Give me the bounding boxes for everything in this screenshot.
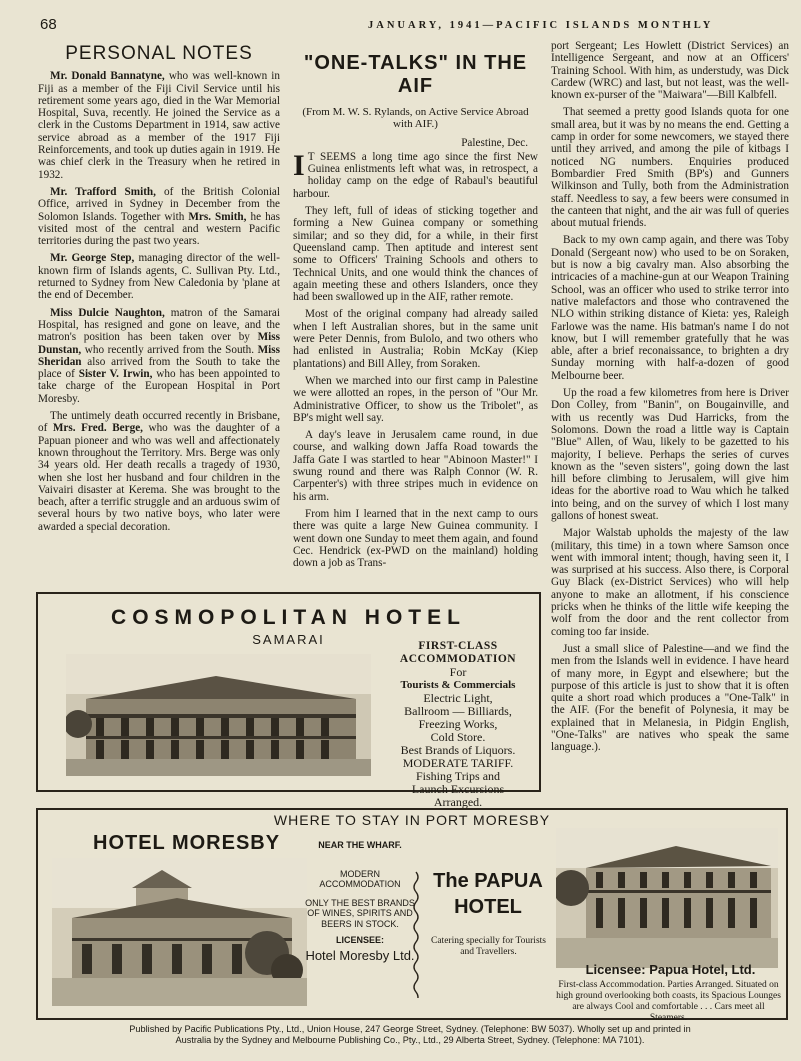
article-byline: (From M. W. S. Rylands, on Active Service Abroad with AIF.) (302, 106, 529, 131)
article-paragraph: Most of the original company had already sailed when I left Australian shores, but in the same unit were Peter Dennis, from Bulolo, and two others who had enlisted in Australia; Robin McKay (Kiep plantations) and Bill Alley, from Soraken. (293, 308, 538, 370)
publisher-footer (40, 1024, 780, 1046)
cosmopolitan-location: SAMARAI (252, 632, 325, 647)
article-paragraph: Major Walstab upholds the majesty of the law (military, this time) in a town where Samson once went with immoral intent; though, having seen it, I was surprised at his success. Also there, is Corporal Guy Black (ex-District Services) who will help anyone to make an allotment, if his conscience pricks when he thinks of the little wife keeping the wolf from the door and the rent collector from coming too far inside. (551, 527, 789, 638)
note-text: who recently arrived from the South. (81, 343, 258, 356)
article-paragraph: They left, full of ideas of sticking together and forming a New Guinea company or something similar; and so they did, for a while, in their first Queensland camp. Then aptitude and interest sent some to Officers' Training Schools and others to Technical Units, and one would think the chances of again meeting these and others Islanders, once they had been swallowed up in the AIF, rather remote. (293, 205, 538, 304)
ad-line: ACCOMMODATION (399, 653, 517, 665)
papua-title-line: The PAPUA (433, 870, 543, 892)
chain-border-ornament (410, 870, 422, 998)
article-dateline: Palestine, Dec. (461, 136, 528, 149)
papua-title-line: HOTEL (454, 896, 522, 918)
article-paragraph: When we marched into our first camp in Palestine we were allotted an ropes, in the person of "Our Mr. Administrative Officer, to show us the Tribolet", as BP's might well say. (293, 374, 538, 424)
note-text: matron of the Samarai Hospital, has resigned and gone on leave, and the matron's position has been taken over by (38, 306, 280, 344)
name-mrs-berge: Mrs. Fred. Berge, (52, 422, 143, 435)
article-paragraph (293, 148, 538, 200)
note-text: also arrived from the South to take the place of (38, 355, 280, 381)
port-moresby-hotels-ad (36, 808, 788, 1023)
article-paragraph: port Sergeant; Les Howlett (District Services) an Intelligence Sergeant, and now at an Officers' Training School. With him, as understudy, was Dick Cardew (WRC) and last, but not least, was the well-known ex-purser of the "Maiwara"—Bill Kalbfell. (551, 40, 789, 102)
ad-line: Fishing Trips and (415, 769, 501, 783)
hotel-moresby-details (300, 840, 420, 963)
note-text: he has visited most of the central and western Pacific territories during the past two years. (38, 210, 280, 248)
licensee-label: LICENSEE: (335, 935, 384, 945)
drop-cap: I (293, 148, 305, 182)
personal-notes-title: PERSONAL NOTES (65, 43, 253, 64)
ad-line: For (449, 665, 467, 679)
article-title: "ONE-TALKS" IN THE AIF (303, 52, 528, 97)
ad-line: Launch Excursions (411, 782, 505, 796)
ad-line: Tourists & Commercials (400, 679, 516, 691)
note-dulcie-naughton (38, 307, 280, 405)
name-sister-irwin: Sister V. Irwin, (78, 368, 153, 381)
ad-line: FIRST-CLASS (418, 640, 498, 652)
paragraph-text: T SEEMS a long time ago since the first New Guinea enlistments left what was, in retrospect, a holiday camp on the edge of Rabaul's beautiful harbour. (293, 150, 538, 200)
papua-catering-text: Catering specially for Tourists and Travellers. (431, 936, 546, 957)
papua-hotel-photo (556, 828, 778, 968)
papua-hotel-title (428, 868, 548, 920)
page-header (0, 14, 801, 36)
modern-accommodation-text: MODERN ACCOMMODATION (319, 868, 401, 889)
article-paragraph: A day's leave in Jerusalem came round, in due course, and walking down Jaffa Road towards the Jaffa Gate I was startled to hear "Abinoon Master!" I swung round and there was Ralph Connor (W. R. Carpenter's) with three stripes much in evidence on his arm. (293, 429, 538, 503)
licensee-name: Hotel Moresby Ltd. (305, 947, 415, 963)
footer-line: Australia by the Sydney and Melbourne Publishing Co., Pty., Ltd., 29 Alberta Street, Sydney. (Telephone: MA 7101). (175, 1035, 645, 1045)
where-to-stay-heading: WHERE TO STAY IN PORT MORESBY (273, 812, 551, 828)
note-bannatyne (38, 70, 280, 181)
article-column-2 (551, 40, 789, 759)
cosmopolitan-hotel-ad (36, 592, 541, 809)
name-trafford-smith: Mr. Trafford Smith, (50, 185, 156, 198)
note-trafford-smith (38, 186, 280, 247)
note-berge (38, 410, 280, 533)
page-number: 68 (40, 16, 57, 33)
footer-line: Published by Pacific Publications Pty., Ltd., Union House, 247 George Street, Sydney. (Telephone: BW 5037). Wholly set up and printed in (129, 1024, 691, 1034)
ad-line: Arranged. (433, 795, 483, 809)
cosmopolitan-title: COSMOPOLITAN HOTEL (111, 606, 466, 629)
name-dulcie-naughton: Miss Dulcie Naughton, (50, 306, 165, 319)
personal-notes-column (38, 43, 280, 538)
best-brands-text: ONLY THE BEST BRANDS OF WINES, SPIRITS AND BEERS IN STOCK. (305, 897, 415, 929)
cosmopolitan-hotel-photo (66, 654, 371, 776)
name-mrs-smith: Mrs. Smith, (188, 210, 247, 223)
note-george-step (38, 252, 280, 301)
note-text: managing director of the well-known firm of Islands agents, C. Sullivan Pty. Ltd., returned to Sydney from New Caledonia by 'plane at the end of December. (38, 252, 280, 302)
article-paragraph: Back to my own camp again, and there was Toby Donald (Sergeant now) who used to be on Soraken, but is now a big cavalry man. Also absorbing the intricacies of a machine-gun at our Weapon Training School, was an officer who used to strike terror into native malefactors and those who contravened the NLO within striking distance of Kieta: yes, Raleigh Farlowe was the name. His batman's name I do not know, but I will remember gratefully that he was able, after a brief reconaissance, to brighten a dry Sunday morning with half-a-dozen of good Melbourne beer. (551, 234, 789, 382)
note-text: The untimely death occurred recently in Brisbane, of (38, 410, 280, 435)
ad-line: Electric Light, (423, 691, 493, 705)
name-george-step: Mr. George Step, (50, 252, 135, 265)
ad-line: Ballroom — Billiards, (404, 704, 512, 718)
hotel-moresby-photo (52, 858, 307, 1006)
ad-line: Freezing Works, (418, 717, 498, 731)
note-text: who was well-known in Fiji as a member of the Fiji Civil Service until his retirement some years ago, died in the War Memorial Hospital, Suva, recently. He joined the Service as a clerk in the Customs Department in 1914, saw active service abroad as a member of the 1917 Fiji Reinforcements, and took up duties again in 1919. He was chief clerk in the Treasury when he retired in 1932. (38, 70, 280, 181)
ad-line: Best Brands of Liquors. (400, 743, 516, 757)
running-head: JANUARY, 1941—PACIFIC ISLANDS MONTHLY (368, 20, 714, 31)
ad-line: MODERATE TARIFF. (402, 756, 514, 770)
note-text: who has been appointed to take charge of the European Hospital in Port Moresby. (38, 368, 280, 405)
ad-line: Cold Store. (430, 730, 486, 744)
article-paragraph: Up the road a few kilometres from here is Driver Don Colley, from "Banin", on Bougainville, and with us recently was Dud Harricks, from the Solomons. Down the road a little way is Captain "Blue" Allen, of Wau, likely to be gazetted to his majority, I believe. Perhaps the series of curves known as the "seven sisters", going down the last hill before climbing to Jerusalem, will give him ideas for the abortive road to Wau which he talked into being, and on the survey of which I lost many gallons of honest sweat. (551, 387, 789, 522)
name-miss-sheridan: Miss Sheridan (38, 343, 280, 368)
note-text: of the British Colonial Office, arrived in Sydney in December from the Solomon Islands. Together with (38, 185, 280, 223)
hotel-moresby-title: HOTEL MORESBY (93, 832, 281, 854)
note-text: who was the daughter of a Papuan pioneer and who was well and affectionately known throughout the Territory. Mrs. Berge was only 34 years old. Her death recalls a tragedy of 1930, when she lost her husband and four children in the Vaivairi disaster at Kerema. She was brought to the beach, after a terrific struggle and an arduous swim of several hours by two native boys, who later were awarded a special decoration. (38, 422, 280, 533)
near-wharf-text: NEAR THE WHARF. (318, 840, 402, 850)
article-paragraph: That seemed a pretty good Islands quota for one small area, but it was by no means the end. Getting a camp in order for some newcomers, we stayed there until they arrived, and among the pile of kitbags I noticed NG numbers. Enquiries produced Bombardier Fred Smith (BP's) and Gunners Wilkinson and Tully, both from the Administration staff. Needless to say, a few beers were consumed in the canteen that night, and the air was full of queries about mutual friends. (551, 106, 789, 230)
papua-licensee: Licensee: Papua Hotel, Ltd. (585, 962, 756, 977)
name-bannatyne: Mr. Donald Bannatyne, (50, 70, 165, 83)
cosmopolitan-details (378, 640, 538, 809)
name-miss-dunstan: Miss Dunstan, (38, 331, 280, 356)
article-paragraph: Just a small slice of Palestine—and we find the men from the Islands well in evidence. I have heard of many more, in Egypt and elsewhere; but the purpose of this article is just to show that it is often quite a short road which produces a "One-Talk" in the AIF. (For the benefit of Polynesia, it may be explained that in Melanesia, in Pidgin English, "One-Talks" are natives who speak the same language.). (551, 642, 789, 754)
article-paragraph: From him I learned that in the next camp to ours there was quite a large New Guinea community. I went down one Sunday to meet them again, and found Cec. Hendrick (ex-PWD on the mainland) holding down a job as Trans- (293, 507, 538, 570)
article-column-1 (293, 46, 538, 574)
papua-description: First-class Accommodation. Parties Arranged. Situated on high ground overlooking both coasts, its Spacious Lounges are always Cool and comfortable . . . Cars meet all Steamers. (556, 980, 781, 1023)
